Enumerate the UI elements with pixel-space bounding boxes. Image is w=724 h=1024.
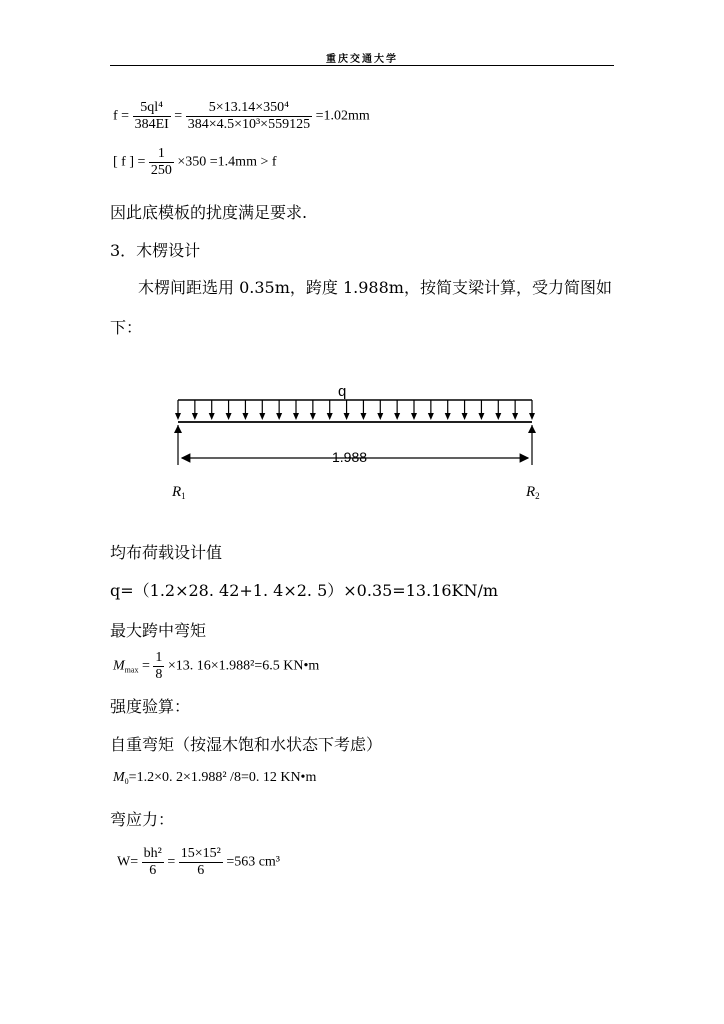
strength-check-title: 强度验算： — [110, 697, 191, 716]
load-arrow-head — [226, 413, 232, 420]
load-arrow-head — [209, 413, 215, 420]
max-moment-title: 最大跨中弯矩 — [110, 621, 207, 640]
span-label: 1.988 — [332, 449, 368, 465]
load-arrow-head — [175, 413, 181, 420]
header-rule — [110, 65, 614, 66]
load-arrow-head — [478, 413, 484, 420]
deflection-frac2: $\frac{\text{5×13.14×350⁴}}{\text{384×4.5×10³×559125}}$ — [187, 100, 311, 132]
page-header: 重庆交通大学 — [326, 54, 398, 65]
load-arrow-head — [377, 413, 383, 420]
section-frac1: $\frac{\text{bh²}}{6}$ — [143, 846, 162, 878]
deflection-result: =1.02mm — [315, 108, 370, 124]
load-arrow-head — [411, 413, 417, 420]
load-arrows — [175, 400, 535, 420]
load-arrow-head — [327, 413, 333, 420]
section-modulus-formula: W= $\frac{\text{bh²}}{6}$ = $\frac{\text{15×15²}}{6}$ =563 cm³ — [117, 846, 281, 878]
deflection-lhs: f = — [113, 108, 130, 124]
moment-frac: $\frac{1}{8}$ — [155, 650, 163, 682]
beam-diagram — [160, 370, 560, 510]
load-arrow-head — [344, 413, 350, 420]
load-arrow-head — [495, 413, 501, 420]
self-moment-formula: $M_0=1.2\times 0$. 2×1.988² /8=0. 12 KN•m — [113, 770, 317, 786]
load-arrow-head — [259, 413, 265, 420]
right-support-label: $R_2$ — [526, 484, 540, 501]
load-arrow-head — [394, 413, 400, 420]
load-label: q — [338, 383, 347, 400]
load-arrow-head — [445, 413, 451, 420]
load-arrow-head — [360, 413, 366, 420]
deflection-formula: f = $\frac{\text{5ql⁴}}{384EI}$ = $\frac{\text{5×13.14×350⁴}}{\text{384×4.5×10³×559125}}$ =1.02mm — [113, 100, 370, 132]
load-arrow-head — [310, 413, 316, 420]
load-formula: q=（1.2×28. 42+1. 4×2. 5）×0.35=13.16KN/m — [110, 581, 499, 600]
self-weight-moment-title: 自重弯矩（按湿木饱和水状态下考虑） — [110, 735, 383, 754]
uniform-load-title: 均布荷载设计值 — [110, 543, 223, 562]
load-arrow-head — [242, 413, 248, 420]
conclusion-text: 因此底模板的扰度满足要求. — [110, 203, 308, 222]
load-arrow-head — [293, 413, 299, 420]
bending-stress-title: 弯应力： — [110, 810, 175, 829]
load-arrow-head — [276, 413, 282, 420]
load-arrow-head — [529, 413, 535, 420]
max-moment-formula: $M_{max}$ = $\frac{1}{8}$ ×13. 16×1.988²=6.5 KN•m — [113, 650, 320, 682]
load-arrow-head — [428, 413, 434, 420]
load-arrow-head — [512, 413, 518, 420]
deflection-frac1: $\frac{\text{5ql⁴}}{384EI}$ — [134, 100, 169, 132]
left-support-label: $R_1$ — [172, 484, 186, 501]
allowable-frac: $\frac{1}{250}$ — [150, 146, 172, 178]
section-frac2: $\frac{\text{15×15²}}{6}$ — [180, 846, 221, 878]
allowable-formula: [ f ] = $\frac{1}{250}$ ×350 =1.4mm > f — [113, 146, 277, 178]
section-heading: 3．木楞设计 — [110, 241, 201, 260]
load-arrow-head — [462, 413, 468, 420]
paragraph-line-1: 木楞间距选用 0.35m，跨度 1.988m，按简支梁计算，受力简图如 — [138, 278, 612, 297]
paragraph-line-2: 下： — [110, 318, 143, 337]
load-arrow-head — [192, 413, 198, 420]
